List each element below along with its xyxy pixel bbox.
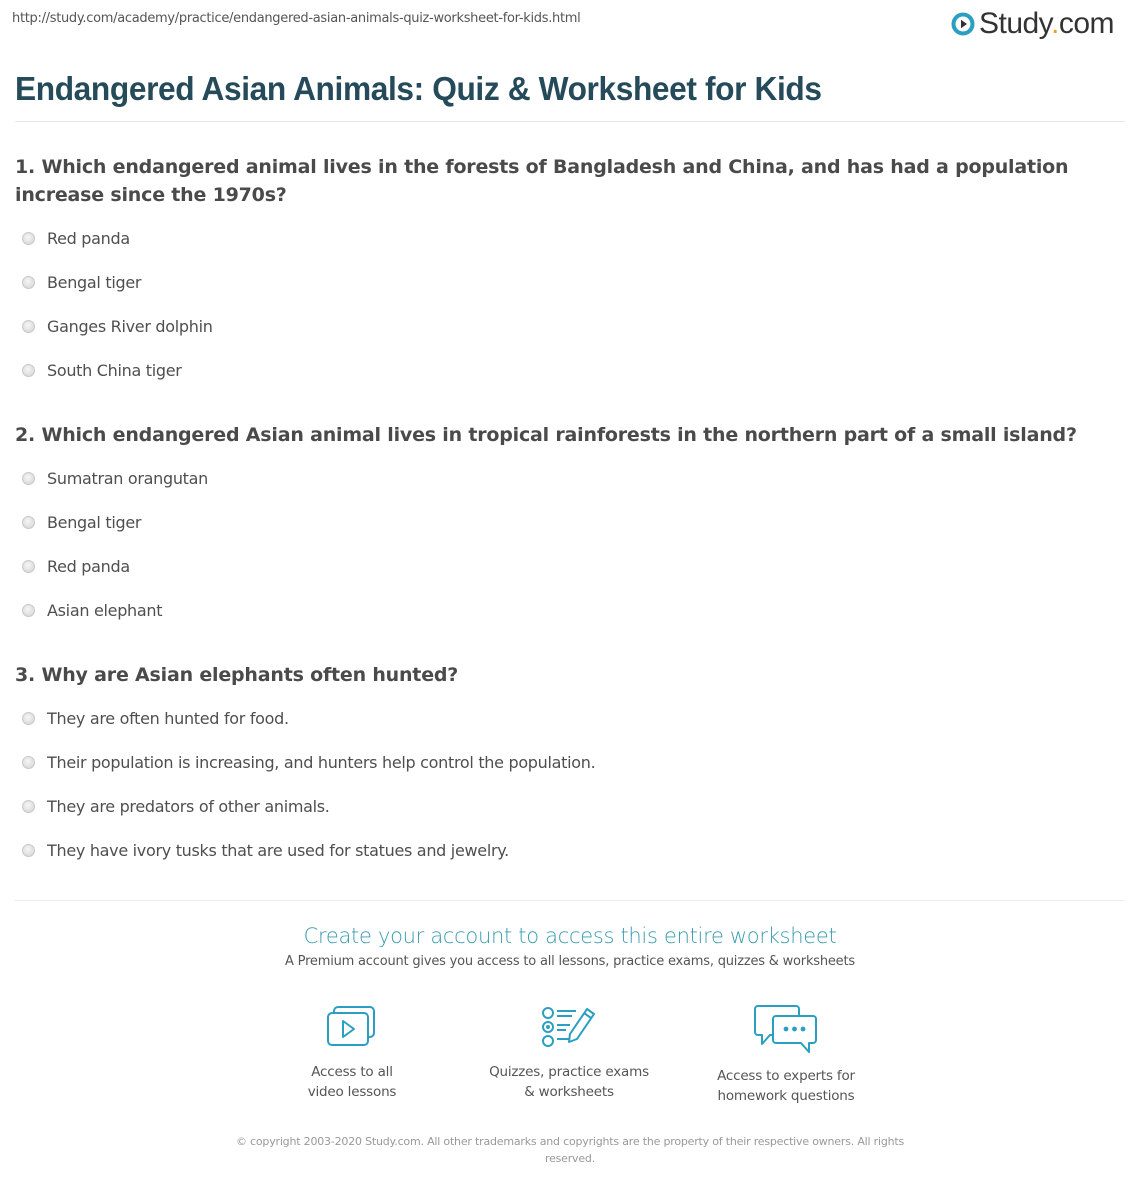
question-1	[15, 153, 1115, 209]
play-circle-icon	[951, 12, 975, 36]
answer-list-2	[22, 456, 208, 632]
radio-button-icon[interactable]	[22, 320, 35, 333]
logo-text: Study.com	[978, 7, 1114, 40]
page-title: Endangered Asian Animals: Quiz & Worksheet for Kids	[15, 70, 822, 107]
question-2	[15, 421, 1115, 449]
create-account-link[interactable]: Create your account to access this entire worksheet	[303, 924, 837, 948]
feature-label-line2: video lessons	[307, 1084, 397, 1100]
answer-option[interactable]: Ganges River dolphin	[22, 304, 213, 348]
radio-button-icon[interactable]	[22, 800, 35, 813]
answer-option[interactable]: Sumatran orangutan	[22, 456, 208, 500]
study-com-logo[interactable]	[951, 8, 1114, 40]
radio-button-icon[interactable]	[22, 276, 35, 289]
video-lessons-icon	[326, 1004, 378, 1050]
question-number: 3.	[15, 664, 36, 686]
cta-subtitle: A Premium account gives you access to all lessons, practice exams, quizzes & worksheets	[285, 954, 855, 969]
answer-option[interactable]: South China tiger	[22, 348, 213, 392]
page-url: http://study.com/academy/practice/endangered-asian-animals-quiz-worksheet-for-kids.html	[12, 11, 581, 26]
question-3	[15, 661, 1115, 689]
feature-label-line1: Access to experts for	[717, 1068, 855, 1084]
title-divider	[15, 121, 1125, 122]
question-text: Which endangered Asian animal lives in tropical rainforests in the northern part of a small island?	[41, 424, 1077, 446]
quiz-checklist-icon	[540, 1004, 598, 1050]
radio-button-icon[interactable]	[22, 844, 35, 857]
question-text: Which endangered animal lives in the forests of Bangladesh and China, and has had a population increase since the 1970s?	[15, 156, 1069, 206]
answer-option[interactable]: Red panda	[22, 544, 208, 588]
chat-bubbles-icon	[754, 1004, 818, 1054]
question-text: Why are Asian elephants often hunted?	[41, 664, 459, 686]
feature-experts	[686, 1004, 886, 1106]
radio-button-icon[interactable]	[22, 364, 35, 377]
radio-button-icon[interactable]	[22, 560, 35, 573]
feature-label-line1: Quizzes, practice exams	[489, 1064, 649, 1080]
answer-option[interactable]: They have ivory tusks that are used for statues and jewelry.	[22, 828, 595, 872]
question-number: 2.	[15, 424, 36, 446]
answer-option[interactable]: Bengal tiger	[22, 500, 208, 544]
feature-quizzes	[469, 1004, 669, 1102]
question-number: 1.	[15, 156, 36, 178]
answer-option[interactable]: They are often hunted for food.	[22, 696, 595, 740]
radio-button-icon[interactable]	[22, 472, 35, 485]
feature-video-lessons	[252, 1004, 452, 1102]
answer-option[interactable]: Red panda	[22, 216, 213, 260]
radio-button-icon[interactable]	[22, 516, 35, 529]
feature-label-line1: Access to all	[311, 1064, 393, 1080]
answer-list-3	[22, 696, 595, 872]
radio-button-icon[interactable]	[22, 604, 35, 617]
answer-option[interactable]: Bengal tiger	[22, 260, 213, 304]
feature-label-line2: & worksheets	[524, 1084, 614, 1100]
answer-list-1	[22, 216, 213, 392]
answer-option[interactable]: Their population is increasing, and hunters help control the population.	[22, 740, 595, 784]
answer-option[interactable]: They are predators of other animals.	[22, 784, 595, 828]
feature-label-line2: homework questions	[717, 1088, 855, 1104]
answer-option[interactable]: Asian elephant	[22, 588, 208, 632]
copyright-footer: © copyright 2003-2020 Study.com. All other trademarks and copyrights are the property of their respective owners. All rights reserved.	[235, 1135, 905, 1165]
cta-divider	[15, 900, 1125, 901]
radio-button-icon[interactable]	[22, 712, 35, 725]
radio-button-icon[interactable]	[22, 232, 35, 245]
radio-button-icon[interactable]	[22, 756, 35, 769]
